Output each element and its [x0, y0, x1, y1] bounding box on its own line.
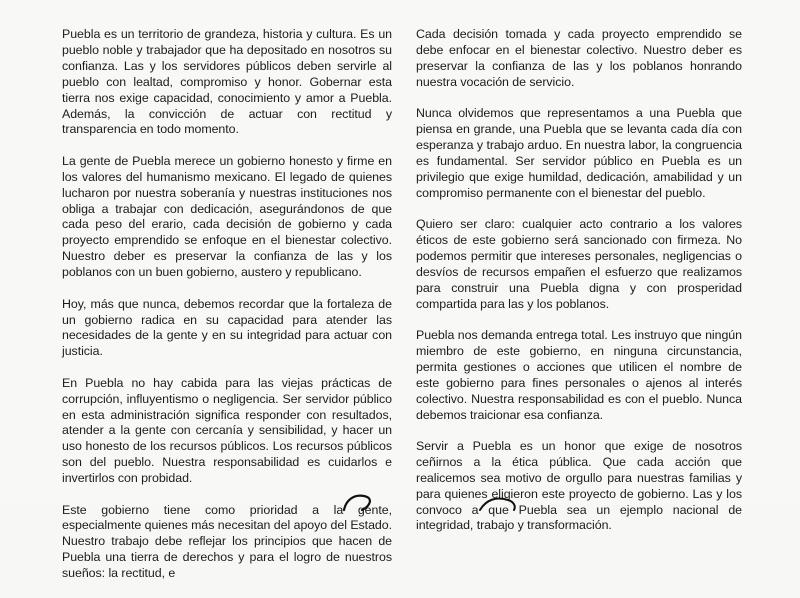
right-column: [416, 27, 742, 550]
left-column: [62, 27, 392, 598]
paragraph: Hoy, más que nunca, debemos recordar que la fortaleza de un gobierno radica en su capacidad para atender las necesidades de la gente y en su integridad para actuar con justicia.: [62, 296, 392, 359]
paragraph: La gente de Puebla merece un gobierno honesto y firme en los valores del humanismo mexicano. El legado de quienes lucharon por nuestra soberanía y nuestras instituciones nos obliga a trabajar con dedicación, asegurándonos de que cada peso del erario, cada decisión de gobierno y cada proyecto emprendido se enfoque en el bienestar colectivo. Nuestro deber es preservar la confianza de las y los poblanos con un buen gobierno, austero y republicano.: [62, 153, 392, 280]
paragraph: En Puebla no hay cabida para las viejas prácticas de corrupción, influyentismo o negligencia. Ser servidor público en esta administración significa responder con resultados, atender a la gente con cercanía y sensibilidad, y hacer un uso honesto de los recursos públicos. Los recursos públicos son del pueblo. Nuestra responsabilidad es cuidarlos e invertirlos con probidad.: [62, 375, 392, 486]
paragraph: Nunca olvidemos que representamos a una Puebla que piensa en grande, una Puebla que se levanta cada día con esperanza y trabajo arduo. En nuestra labor, la congruencia es fundamental. Ser servidor público en Puebla es un privilegio que exige humildad, dedicación, amabilidad y un compromiso permanente con el bienestar del pueblo.: [416, 106, 742, 200]
paragraph: Este gobierno tiene como prioridad a la gente, especialmente quienes más necesitan del apoyo del Estado. Nuestro trabajo debe reflejar los principios que hacen de Puebla una tierra de derechos y para el logro de nuestros sueños: la rectitud, e: [62, 502, 392, 581]
paragraph: Puebla nos demanda entrega total. Les instruyo que ningún miembro de este gobierno, en ninguna circunstancia, permita gestiones o acciones que utilicen el nombre de este gobierno para fines personales o ajenos al interés colectivo. Nuestra responsabilidad es con el pueblo. Nunca debemos traicionar esa confianza.: [416, 328, 742, 422]
paragraph: Puebla es un territorio de grandeza, historia y cultura. Es un pueblo noble y trabajador que ha depositado en nosotros su confianza. Las y los servidores públicos deben servirle al pueblo con lealtad, compromiso y honor. Gobernar esta tierra nos exige capacidad, conocimiento y amor a Puebla. Además, la convicción de actuar con rectitud y transparencia en todo momento.: [62, 27, 392, 137]
paragraph: Servir a Puebla es un honor que exige de nosotros ceñirnos a la ética pública. Que cada acción que realicemos sea motivo de orgullo para nuestras familias y para quienes eligieron este proyecto de gobierno. Las y los convoco a que Puebla sea un ejemplo nacional de integridad, trabajo y transformación.: [416, 438, 742, 533]
paragraph: Quiero ser claro: cualquier acto contrario a los valores éticos de este gobierno será sancionado con firmeza. No podemos permitir que intereses personales, negligencias o desvíos de recursos empañen el esfuerzo que realizamos para construir una Puebla digna y con prosperidad compartida para las y los poblanos.: [416, 217, 742, 311]
paragraph: Cada decisión tomada y cada proyecto emprendido se debe enfocar en el bienestar colectivo. Nuestro deber es preservar la confianza de las y los poblanos honrando nuestra vocación de servicio.: [416, 27, 742, 89]
